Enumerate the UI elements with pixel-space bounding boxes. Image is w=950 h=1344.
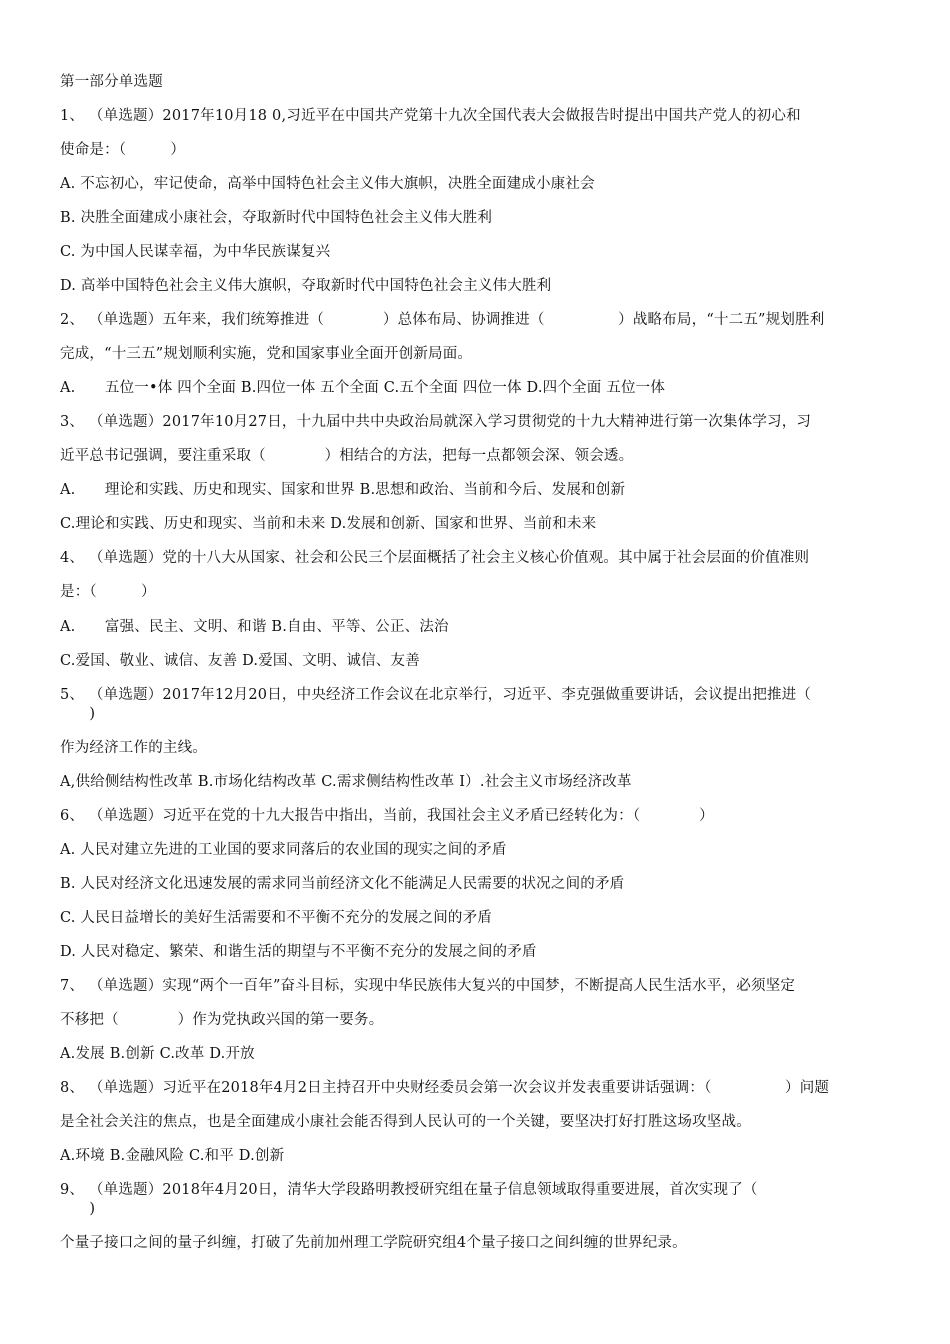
question-8-stem-line-1: 8、 （单选题）习近平在2018年4月2日主持召开中央财经委员会第一次会议并发表重要讲话强调：（ ）问题 [60, 1080, 830, 1096]
question-6-option-a: A. 人民对建立先进的工业国的要求同落后的农业国的现实之间的矛盾 [60, 842, 507, 858]
question-5-stem-line-1: 5、 （单选题）2017年12月20日，中央经济工作会议在北京举行，习近平、李克强做重要讲话，会议提出把推进（ [60, 687, 812, 703]
question-1-option-a: A. 不忘初心，牢记使命，高举中国特色社会主义伟大旗帜，决胜全面建成小康社会 [60, 176, 595, 192]
question-9-stem-line-2: ) [60, 1201, 96, 1217]
question-7-stem-line-1: 7、 （单选题）实现“两个一百年”奋斗目标，实现中华民族伟大复兴的中国梦，不断提高人民生活水平，必须坚定 [60, 978, 796, 994]
question-3-stem-line-1: 3、 （单选题）2017年10月27日，十九届中共中央政治局就深入学习贯彻党的十九大精神进行第一次集体学习，习 [60, 414, 812, 430]
question-4-options-line-2: C.爱国、敬业、诚信、友善 D.爱国、文明、诚信、友善 [60, 653, 420, 669]
question-1-stem-line-2: 使命是：（ ） [60, 142, 186, 158]
question-6-option-d: D. 人民对稳定、繁荣、和谐生活的期望与不平衡不充分的发展之间的矛盾 [60, 944, 537, 960]
question-1-stem-line-1: 1、 （单选题）2017年10月18 0,习近平在中国共产党第十九次全国代表大会做报告时提出中国共产党人的初心和 [60, 108, 801, 124]
question-6-option-c: C. 人民日益增长的美好生活需要和不平衡不充分的发展之间的矛盾 [60, 910, 492, 926]
question-5-stem-line-2: ) [60, 706, 96, 722]
question-6-stem-line-1: 6、 （单选题）习近平在党的十九大报告中指出，当前，我国社会主义矛盾已经转化为：（ ） [60, 808, 714, 824]
question-2-options: A. 五位一•体 四个全面 B.四位一体 五个全面 C.五个全面 四位一体 D.四个全面 五位一体 [60, 380, 666, 396]
question-1-option-b: B. 决胜全面建成小康社会，夺取新时代中国特色社会主义伟大胜利 [60, 210, 493, 226]
question-6-option-b: B. 人民对经济文化迅速发展的需求同当前经济文化不能满足人民需要的状况之间的矛盾 [60, 876, 625, 892]
section-title: 第一部分单选题 [60, 74, 163, 90]
question-4-stem-line-2: 是：（ ） [60, 584, 156, 600]
question-8-options: A.环境 B.金融风险 C.和平 D.创新 [60, 1148, 285, 1164]
question-9-stem-line-1: 9、 （单选题）2018年4月20日，清华大学段路明教授研究组在量子信息领域取得重要进展，首次实现了（ [60, 1182, 758, 1198]
question-2-stem-line-2: 完成，“十三五”规划顺利实施，党和国家事业全面开创新局面。 [60, 346, 473, 362]
question-4-stem-line-1: 4、 （单选题）党的十八大从国家、社会和公民三个层面概括了社会主义核心价值观。其中属于社会层面的价值准则 [60, 550, 810, 566]
question-2-stem-line-1: 2、 （单选题）五年来，我们统筹推进（ ）总体布局、协调推进（ ）战略布局，“十二五”规划胜利 [60, 312, 825, 328]
question-8-stem-line-2: 是全社会关注的焦点，也是全面建成小康社会能否得到人民认可的一个关键，要坚决打好打胜这场攻坚战。 [60, 1114, 751, 1130]
question-3-options-line-2: C.理论和实践、历史和现实、当前和未来 D.发展和创新、国家和世界、当前和未来 [60, 516, 597, 532]
question-5-stem-line-3: 作为经济工作的主线。 [60, 740, 207, 756]
question-3-options-line-1: A. 理论和实践、历史和现实、国家和世界 B.思想和政治、当前和今后、发展和创新 [60, 482, 626, 498]
question-7-stem-line-2: 不移把（ ）作为党执政兴国的第一要务。 [60, 1012, 384, 1028]
question-9-stem-line-3: 个量子接口之间的量子纠缠，打破了先前加州理工学院研究组4个量子接口之间纠缠的世界纪录。 [60, 1235, 687, 1251]
question-4-options-line-1: A. 富强、民主、文明、和谐 B.自由、平等、公正、法治 [60, 619, 449, 635]
question-3-stem-line-2: 近平总书记强调，要注重采取（ ）相结合的方法，把每一点都领会深、领会透。 [60, 448, 634, 464]
question-7-options: A.发展 B.创新 C.改革 D.开放 [60, 1046, 255, 1062]
question-1-option-c: C. 为中国人民谋幸福，为中华民族谋复兴 [60, 244, 331, 260]
question-1-option-d: D. 高举中国特色社会主义伟大旗帜，夺取新时代中国特色社会主义伟大胜利 [60, 278, 552, 294]
question-5-options: A,供给侧结构性改革 B.市场化结构改革 C.需求侧结构性改革 I）.社会主义市场经济改革 [60, 774, 632, 790]
